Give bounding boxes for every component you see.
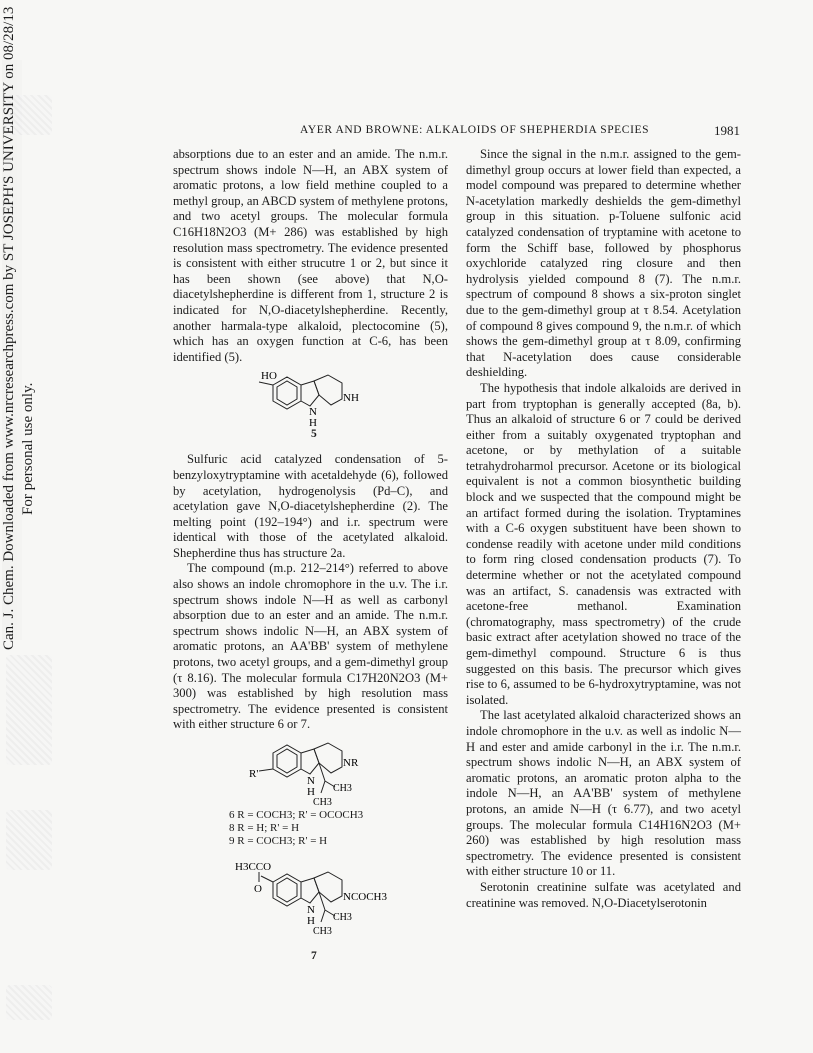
structure-6-methyl-b: CH3	[313, 797, 332, 808]
structure-5-ho: HO	[261, 370, 277, 383]
structure-7-drawing	[173, 852, 448, 947]
structure-5-label: 5	[311, 428, 317, 441]
structure-5-figure	[173, 365, 448, 440]
left-column	[173, 147, 448, 962]
structure-7-o: O	[254, 883, 262, 895]
legend-8: 8 R = H; R' = H	[229, 822, 300, 834]
structure-5-h: H	[309, 417, 317, 430]
structure-5-n: N	[309, 406, 317, 419]
structure-6-methyl-a: CH3	[333, 783, 352, 794]
structure-6-r-prime: R'	[249, 768, 259, 780]
right-paragraph-2: The hypothesis that indole alkaloids are derived in part from tryptophan is generally accepted (8a, b). Thus an alkaloid of structure 6 or 7 could be derived either from a suitably oxygenated tryptophan and acetone, or by methylation of a suitable tetrahydroharmol precursor. Acetone or its biological equivalent is not a common biosynthetic building block and we suspected that the compound might be an artifact formed during the isolation. Tryptamines with a C-6 oxygen substituent have been shown to condense readily with acetone under mild conditions to form ring closed condensation products (7). To determine whether or not the acetylated compound was an artifact, S. canadensis was extracted with acetone-free methanol. Examination (chromatography, mass spectrometry) of the crude basic extract after acetylation showed no trace of the gem-dimethyl compound. Structure 6 is thus suggested on this basis. The precursor which gives rise to 6, assumed to be 6-hydroxytryptamine, was not isolated.	[466, 380, 741, 707]
right-paragraph-3: The last acetylated alkaloid characterized shows an indole chromophore in the u.v. as well as indolic N—H and ester and amide carbonyl in the i.r. The n.m.r. spectrum shows indolic N—H, an ABX system of aromatic protons, an aromatic proton alpha to the indole N—H, an AA'BB' system of methylene protons, an amide N—H (τ 6.77), and two acetyl groups. The molecular formula C14H16N2O3 (M+ 260) was established by high resolution mass spectrometry. The evidence presented is consistent with either structure 10 or 11.	[466, 708, 741, 879]
page-number: 1981	[714, 123, 740, 138]
left-paragraph-1: absorptions due to an ester and an amide. The n.m.r. spectrum shows indole N—H, an ABX system of aromatic protons, a low field methine coupled to a methyl group, an ABCD system of methylene protons, and two acetyl groups. The molecular formula C16H18N2O3 (M+ 286) was established by high resolution mass spectrometry. The evidence presented is consistent with either strucutre 1 or 2, but since it has been shown (see above) that N,O-diacetylshepherdine is different from 1, structure 2 is indicated for N,O-diacetylshepherdine. Recently, another harmala-type alkaloid, plectocomine (5), which has an oxygen function at C-6, has been identified (5).	[173, 147, 448, 364]
watermark-line-2: For personal use only.	[20, 382, 36, 515]
left-paragraph-3: The compound (m.p. 212–214°) referred to above also shows an indole chromophore in the u.v. The i.r. spectrum shows indole N—H as well as carbonyl absorption due to an ester and an amide. The n.m.r. spectrum shows indolic N—H, an ABX system of aromatic protons, an AA'BB' system of methylene protons, two acetyl groups, and a gem-dimethyl group (τ 8.16). The molecular formula C17H20N2O3 (M+ 300) was established by high resolution mass spectrometry. The evidence presented is consistent with either structure 6 or 7.	[173, 561, 448, 732]
structure-7-h: H	[307, 915, 315, 927]
running-head	[300, 124, 740, 136]
structure-7-methyl-b: CH3	[313, 926, 332, 937]
right-paragraph-4: Serotonin creatinine sulfate was acetylated and creatinine was removed. N,O-Diacetylserotonin	[466, 879, 741, 910]
structure-6-figure	[173, 739, 448, 809]
structure-7-ncoch3: NCOCH3	[343, 891, 388, 903]
right-column	[466, 147, 741, 911]
left-paragraph-2: Sulfuric acid catalyzed condensation of 5-benzyloxytryptamine with acetaldehyde (6), followed by acetylation, hydrogenolysis (Pd–C), and acetylation gave N,O-diacetylshepherdine (2). The melting point (192–194°) and i.r. spectrum were identical with those of the acetylated alkaloid. Shepherdine thus has structure 2a.	[173, 452, 448, 560]
structure-7-methyl-a: CH3	[333, 912, 352, 923]
structure-6-n: N	[307, 775, 315, 787]
download-watermark	[0, 3, 38, 1053]
structure-legend	[173, 809, 448, 848]
structure-6-h: H	[307, 786, 315, 798]
structure-6-drawing	[173, 739, 448, 809]
structure-7-n: N	[307, 904, 315, 916]
legend-9: 9 R = COCH3; R' = H	[229, 835, 328, 847]
structure-7-label: 7	[311, 950, 317, 962]
running-head-title: AYER AND BROWNE: ALKALOIDS OF SHEPHERDIA SPECIES	[300, 124, 650, 136]
structure-7-figure	[173, 852, 448, 962]
structure-7-h3cco: H3CCO	[235, 861, 272, 873]
watermark-line-1: Can. J. Chem. Downloaded from www.nrcresearchpress.com by ST JOSEPH'S UNIVERSITY on 08/28/13	[1, 6, 17, 650]
legend-6: 6 R = COCH3; R' = OCOCH3	[229, 809, 364, 821]
structure-5-nh: NH	[343, 392, 359, 405]
structure-6-nr: NR	[343, 757, 359, 769]
right-paragraph-1: Since the signal in the n.m.r. assigned to the gem-dimethyl group occurs at lower field than expected, a model compound was prepared to determine whether N-acetylation markedly deshields the gem-dimethyl group in this situation. p-Toluene sulfonic acid catalyzed condensation of tryptamine with acetone to form the Schiff base, followed by phosphorus oxychloride catalyzed ring closure and then hydrolysis yielded compound 8 (7). The n.m.r. spectrum of compound 8 shows a six-proton singlet due to the gem-dimethyl group at τ 8.54. Acetylation of compound 8 gives compound 9, the n.m.r. of which shows the gem-dimethyl group at τ 8.09, confirming that N-acetylation does cause considerable deshielding.	[466, 147, 741, 380]
